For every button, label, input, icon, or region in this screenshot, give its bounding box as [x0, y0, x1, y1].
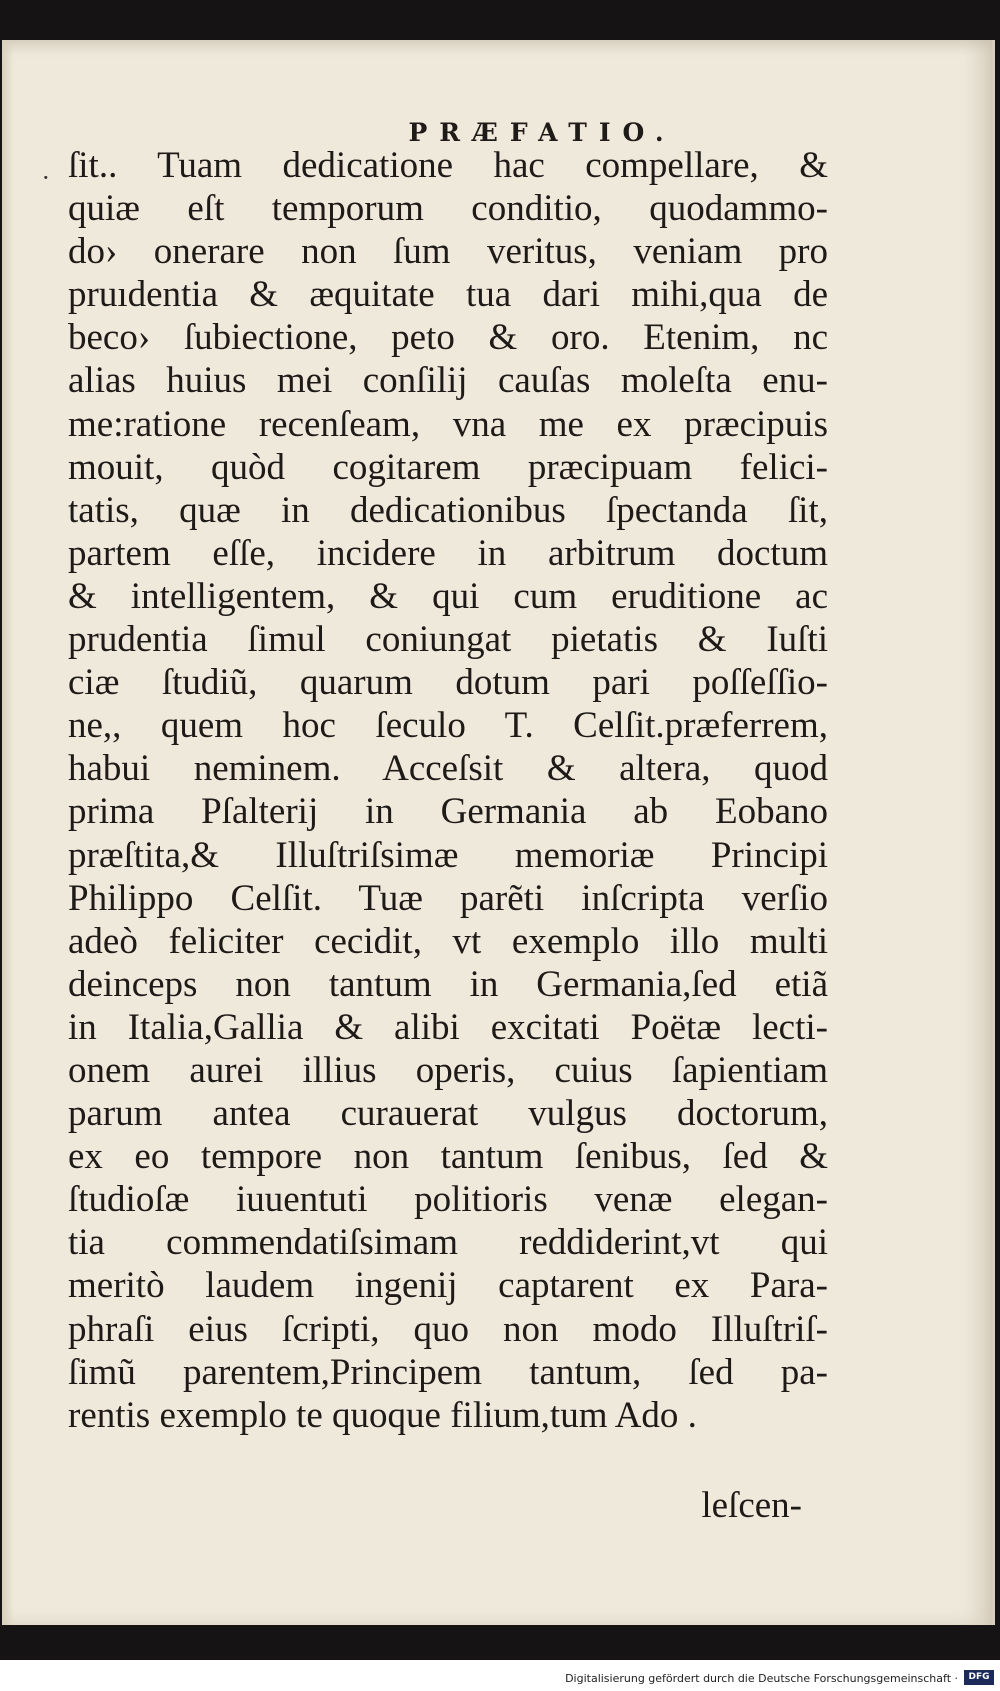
text-line: ne,, quem hoc ſeculo T. Celſit.præferrem,	[68, 705, 828, 747]
text-line: præſtita,& Illuſtriſsimæ memoriæ Principi	[68, 834, 828, 876]
text-line: habui neminem. Acceſsit & altera, quod	[68, 748, 828, 790]
text-line: adeò feliciter cecidit, vt exemplo illo multi	[68, 920, 828, 962]
text-line: beco› ſubiectione, peto & oro. Etenim, nc	[68, 317, 828, 359]
book-page	[2, 40, 995, 1625]
text-line: & intelligentem, & qui cum eruditione ac	[68, 575, 828, 617]
text-line: ciæ ſtudiũ, quarum dotum pari poſſeſſio-	[68, 662, 828, 704]
text-line: onem aurei illius operis, cuius ſapientiam	[68, 1049, 828, 1091]
text-line: parum antea curauerat vulgus doctorum,	[68, 1093, 828, 1135]
funding-credit: Digitalisierung gefördert durch die Deutsche Forschungsgemeinschaft ·	[565, 1672, 958, 1685]
page-gutter-shadow	[2, 40, 14, 1625]
text-line: Philippo Celſit. Tuæ parẽti inſcripta verſio	[68, 877, 828, 919]
text-line: me:ratione recenſeam, vna me ex præcipuis	[68, 403, 828, 445]
margin-mark: ·	[42, 164, 50, 192]
text-line: meritò laudem ingenij captarent ex Para-	[68, 1265, 828, 1307]
text-line: tia commendatiſsimam reddiderint,vt qui	[68, 1222, 828, 1264]
body-text	[68, 144, 828, 1437]
text-line: tatis, quæ in dedicationibus ſpectanda ſit,	[68, 489, 828, 531]
text-line: partem eſſe, incidere in arbitrum doctum	[68, 532, 828, 574]
text-line: in Italia,Gallia & alibi excitati Poëtæ lecti-	[68, 1006, 828, 1048]
text-line: ex eo tempore non tantum ſenibus, ſed &	[68, 1136, 828, 1178]
catchword: leſcen-	[701, 1485, 802, 1526]
text-line: alias huius mei conſilij cauſas moleſta enu-	[68, 360, 828, 402]
text-line: quiæ eſt temporum conditio, quodammo-	[68, 188, 828, 230]
text-line: deinceps non tantum in Germania,ſed etiã	[68, 963, 828, 1005]
running-head: PRÆFATIO.	[408, 118, 676, 147]
text-line: rentis exemplo te quoque filium,tum Ado .	[68, 1394, 697, 1436]
text-line: ſit.. Tuam dedicatione hac compellare, &	[68, 145, 828, 186]
text-line: ſimũ parentem,Principem tantum, ſed pa-	[68, 1351, 828, 1393]
text-line: phraſi eius ſcripti, quo non modo Illuſtriſ-	[68, 1308, 828, 1350]
text-line: prudentia ſimul coniungat pietatis & Iuſti	[68, 619, 828, 661]
text-line: prima Pſalterij in Germania ab Eobano	[68, 791, 828, 833]
text-line: do› onerare non ſum veritus, veniam pro	[68, 231, 828, 273]
dfg-logo: DFG	[964, 1670, 994, 1685]
text-line: pruıdentia & æquitate tua dari mihi,qua de	[68, 274, 828, 316]
text-line: mouit, quòd cogitarem præcipuam felici-	[68, 446, 828, 488]
text-line: ſtudioſæ iuuentuti politioris venæ elegan-	[68, 1179, 828, 1221]
